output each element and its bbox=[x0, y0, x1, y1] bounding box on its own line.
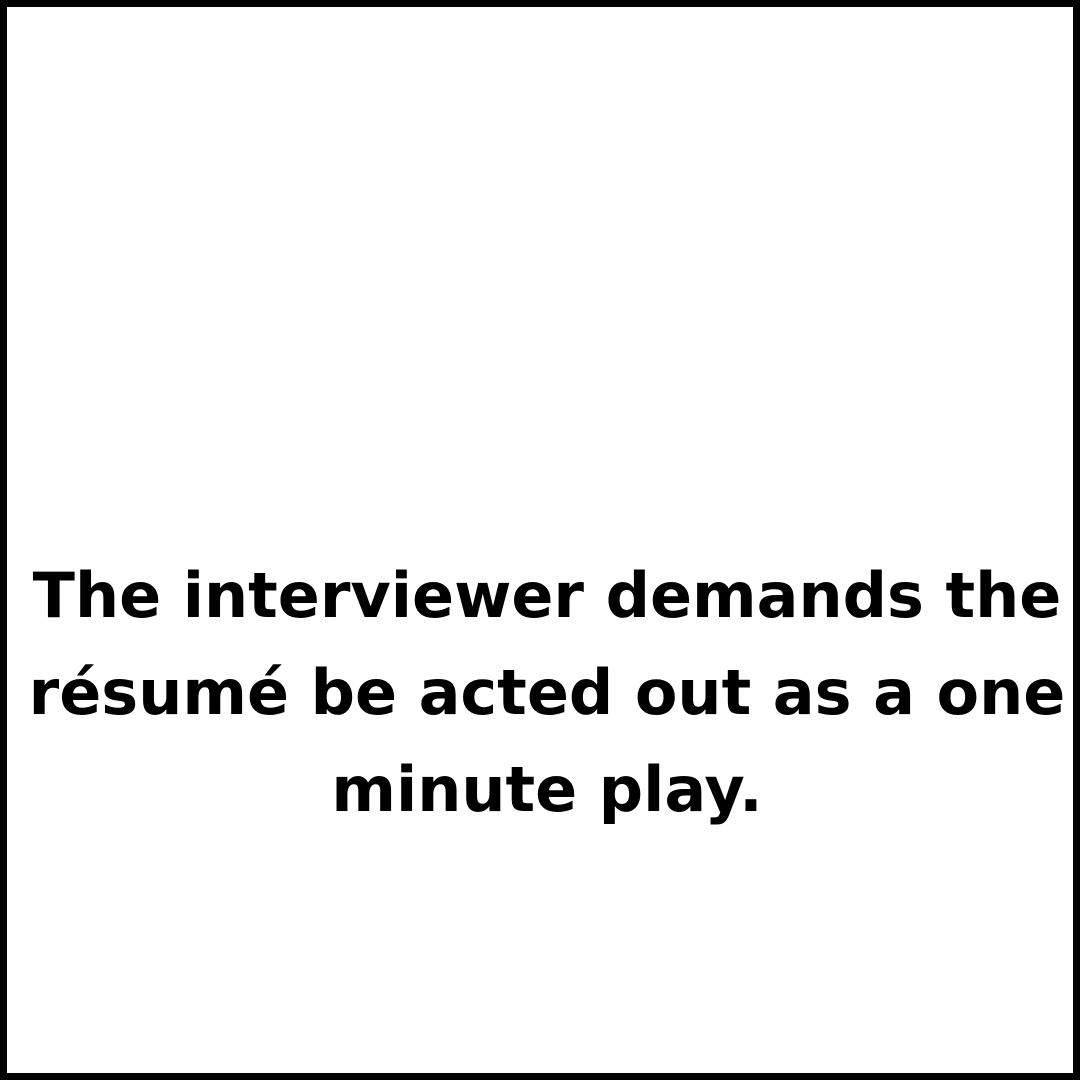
prompt-line-1: The interviewer demands the bbox=[32, 559, 1062, 632]
prompt-line-2: résumé be acted out as a one bbox=[28, 656, 1066, 729]
prompt-line-3: minute play. bbox=[331, 753, 763, 826]
prompt-text bbox=[27, 547, 1067, 838]
